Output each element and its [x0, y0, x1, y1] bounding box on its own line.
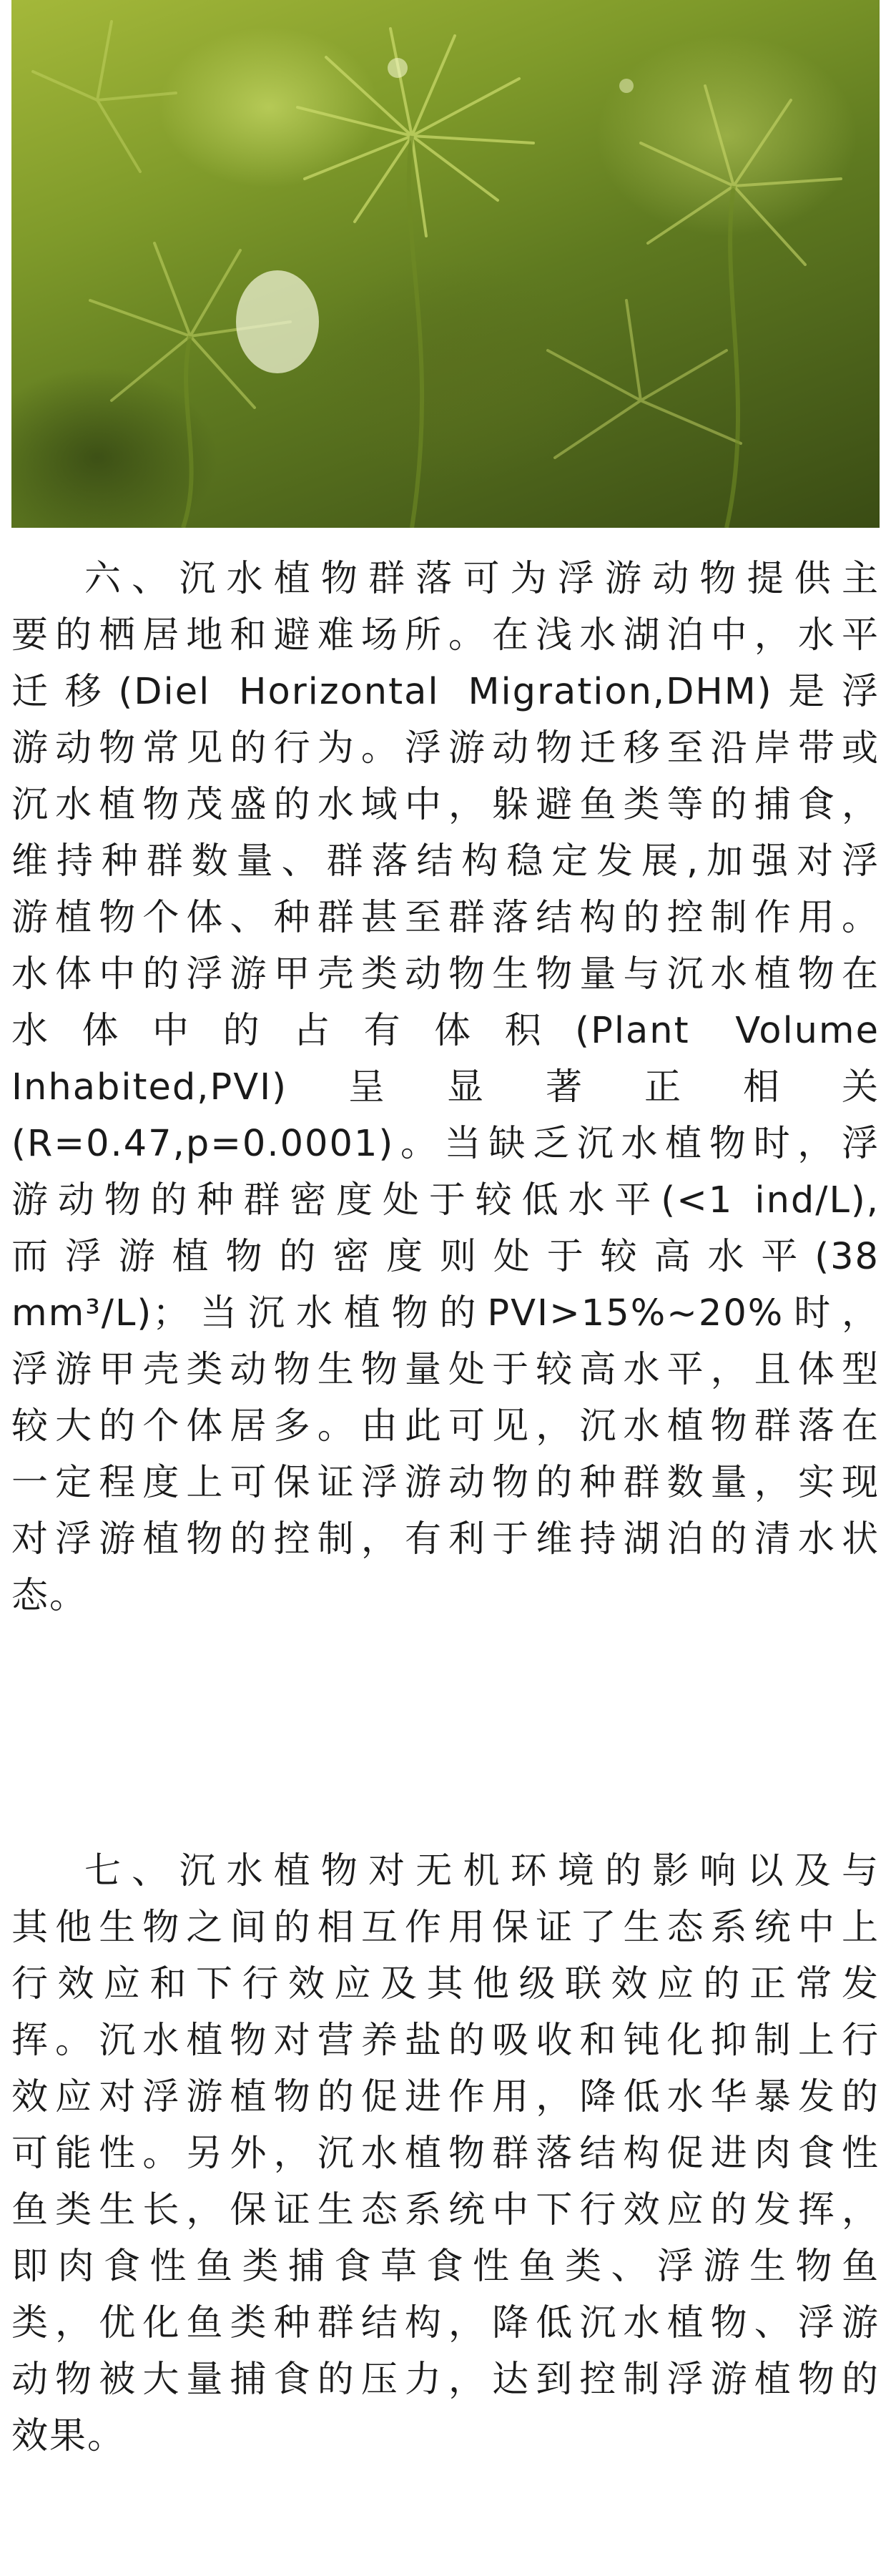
text-line: 鱼类生长，保证生态系统中下行效应的发挥，: [11, 2189, 880, 2231]
text-line: 一定程度上可保证浮游动物的种群数量，实现: [11, 1462, 880, 1504]
paragraph-seven: [11, 1843, 880, 2464]
text-line: 游植物个体、种群甚至群落结构的控制作用。: [11, 897, 880, 939]
text-line: 水体中的占有体积(Plant Volume: [11, 1010, 880, 1052]
text-line: 行效应和下行效应及其他级联效应的正常发: [11, 1963, 880, 2005]
text-line: 浮游甲壳类动物生物量处于较高水平，且体型: [11, 1349, 880, 1391]
text-line: 挥。沉水植物对营养盐的吸收和钝化抑制上行: [11, 2020, 880, 2062]
text-line: 沉水植物茂盛的水域中，躲避鱼类等的捕食，: [11, 784, 880, 826]
text-line: 动物被大量捕食的压力，达到控制浮游植物的: [11, 2359, 880, 2401]
text-line: 可能性。另外，沉水植物群落结构促进肉食性: [11, 2133, 880, 2175]
text-line: 而浮游植物的密度则处于较高水平(38: [11, 1236, 880, 1278]
text-line: (R=0.47,p=0.0001)。当缺乏沉水植物时，浮: [11, 1123, 880, 1165]
text-line: 六、沉水植物群落可为浮游动物提供主: [84, 558, 880, 600]
text-line: 游动物的种群密度处于较低水平(<1 ind/L),: [11, 1179, 880, 1221]
text-line: 效果。: [11, 2415, 126, 2457]
text-line: 维持种群数量、群落结构稳定发展,加强对浮: [11, 840, 880, 883]
text-line: 水体中的浮游甲壳类动物生物量与沉水植物在: [11, 953, 880, 996]
text-line: 态。: [11, 1575, 88, 1617]
plant-illustration: [11, 0, 880, 528]
light-reflection: [236, 270, 319, 373]
text-line: Inhabited,PVI)呈显著正相关: [11, 1066, 880, 1108]
text-line: 较大的个体居多。由此可见，沉水植物群落在: [11, 1405, 880, 1447]
text-line: 类，优化鱼类种群结构，降低沉水植物、浮游: [11, 2302, 880, 2344]
text-line: mm³/L)；当沉水植物的PVI>15%~20%时，: [11, 1292, 880, 1334]
paragraph-six: [11, 551, 880, 1624]
text-line: 游动物常见的行为。浮游动物迁移至沿岸带或: [11, 727, 880, 770]
text-line: 对浮游植物的控制，有利于维持湖泊的清水状: [11, 1518, 880, 1560]
text-line: 其他生物之间的相互作用保证了生态系统中上: [11, 1907, 880, 1949]
text-line: 效应对浮游植物的促进作用，降低水华暴发的: [11, 2076, 880, 2118]
text-line: 即肉食性鱼类捕食草食性鱼类、浮游生物鱼: [11, 2246, 880, 2288]
aquatic-plant-photo: [11, 0, 880, 528]
text-line: 要的栖居地和避难场所。在浅水湖泊中，水平: [11, 614, 880, 657]
text-line: 迁移(Diel Horizontal Migration,DHM)是浮: [11, 671, 880, 713]
text-line: 七、沉水植物对无机环境的影响以及与: [84, 1850, 880, 1892]
